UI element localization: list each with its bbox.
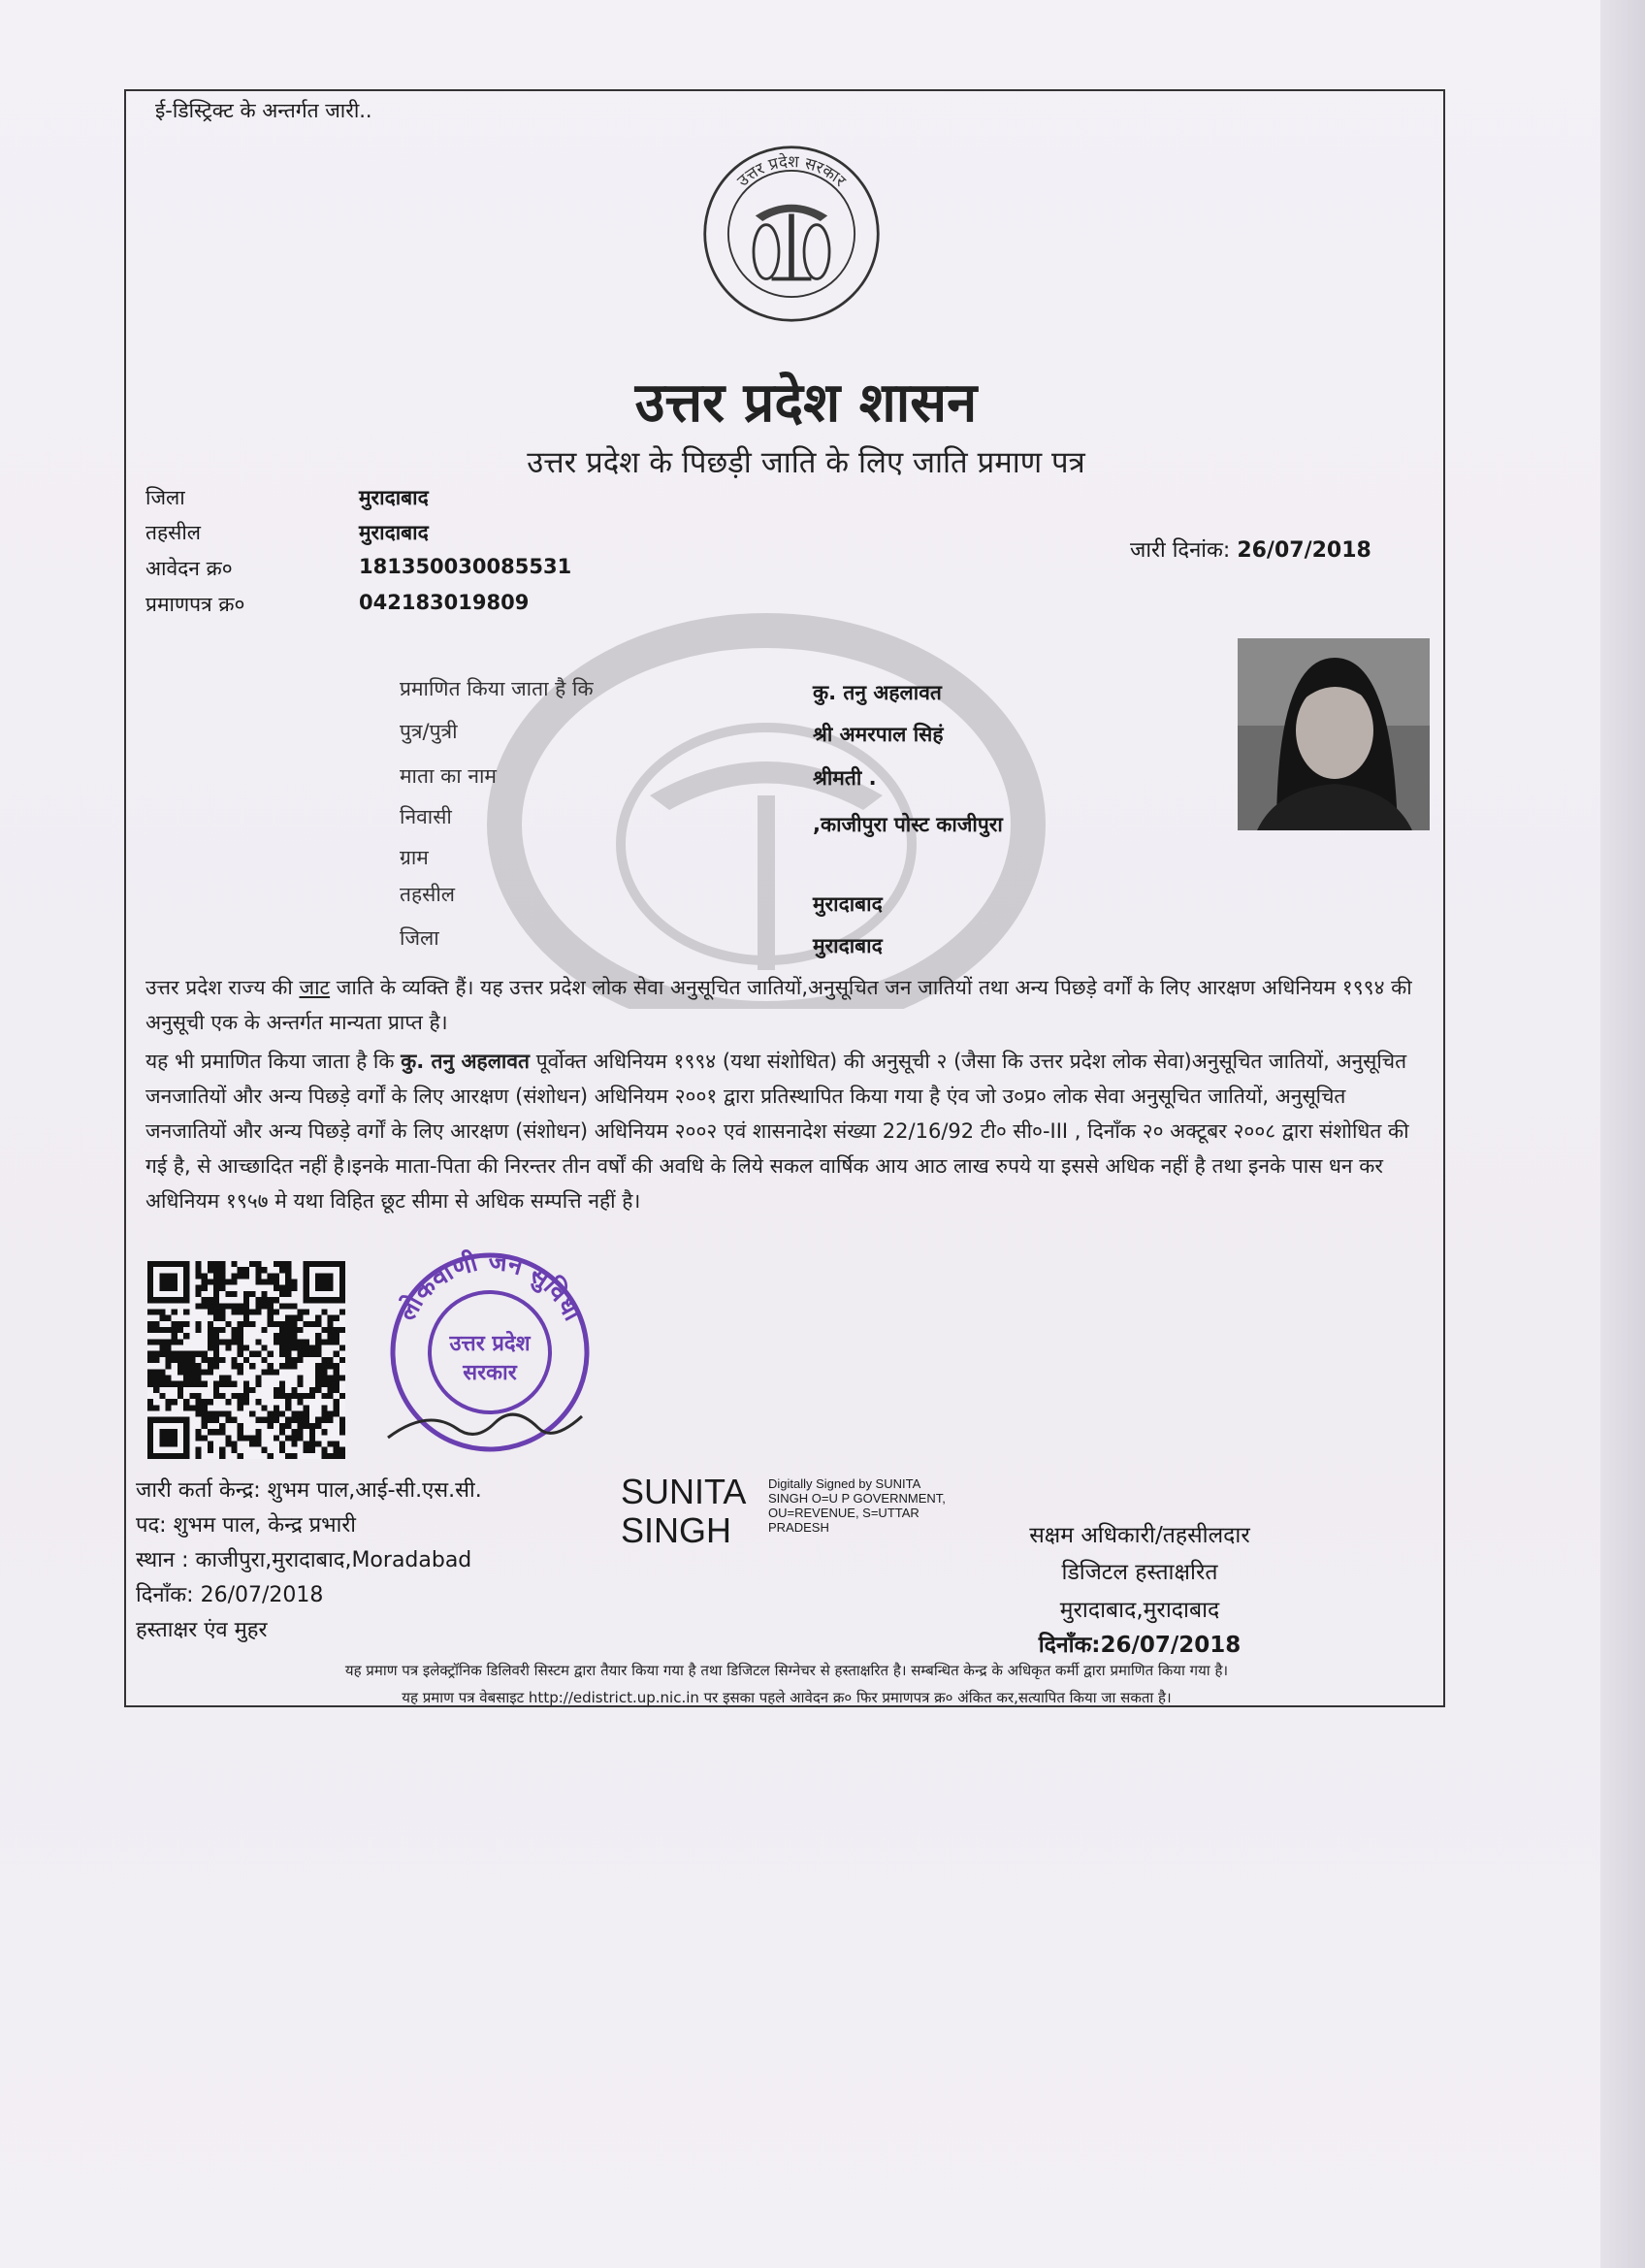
field-value-resident: ,काजीपुरा पोस्ट काजीपुरा [813,813,1003,836]
page-edge [1600,0,1645,2268]
official-stamp [369,1244,611,1467]
issued-under-text: ई-डिस्ट्रिक्ट के अन्तर्गत जारी.. [155,99,372,122]
officer-signed: डिजिटल हस्ताक्षरित [1061,1560,1218,1585]
footer-note-1: यह प्रमाण पत्र इलेक्ट्रॉनिक डिलिवरी सिस्टम द्वारा तैयार किया गया है तथा डिजिटल सिग्नेचर से हस्ताक्षरित है। सम्बन्धित केन्द्र के अधिकृत कर्मी द्वारा प्रमाणित किया गया है। [344,1662,1229,1679]
digital-signature-name: SUNITA SINGH [621,1472,747,1550]
issuer-centre: जारी कर्ता केन्द्र: शुभम पाल,आई-सी.एस.सी. [136,1478,482,1503]
state-emblem-icon [701,144,882,324]
field-value-tehsil: मुरादाबाद [813,892,883,916]
qr-code [147,1261,345,1459]
officer-date: दिनाँक:26/07/2018 [1038,1633,1242,1658]
stamp-ring-text: लोकवाणी जन सुविधा [392,1247,588,1326]
meta-label-tehsil: तहसील [145,521,201,544]
svg-text:लोकवाणी जन सुविधा [391,1247,587,1326]
field-value-district: मुरादाबाद [813,934,883,957]
issuer-date: दिनाँक: 26/07/2018 [136,1583,324,1607]
field-label-district: जिला [400,926,439,950]
field-label-tehsil: तहसील [400,883,455,906]
issue-date-value: 26/07/2018 [1237,538,1371,563]
body-paragraph-caste: उत्तर प्रदेश राज्य की जाट जाति के व्यक्ति हैं। यह उत्तर प्रदेश लोक सेवा अनुसूचित जातियों,अनुसूचित जन जातियों तथा अन्य पिछड़े वर्गों के लिए आरक्षण अधिनियम १९९४ की अनुसूची एक के अन्तर्गत मान्यता प्राप्त है। [145,976,1412,1034]
meta-value-application-no: 181350030085531 [359,555,572,578]
field-label-certified: प्रमाणित किया जाता है कि [400,677,594,700]
issuer-post: पद: शुभम पाल, केन्द्र प्रभारी [136,1513,357,1538]
field-label-son-daughter: पुत्र/पुत्री [400,720,458,743]
footer-note-2: यह प्रमाण पत्र वेबसाइट http://edistrict.up.nic.in पर इसका पहले आवेदन क्र० फिर प्रमाणपत्र क्र० अंकित कर,सत्यापित किया जा सकता है। [402,1689,1172,1706]
field-value-mother: श्रीमती . [813,766,877,790]
certificate-subtitle: उत्तर प्रदेश के पिछड़ी जाति के लिए जाति प्रमाण पत्र [527,445,1085,480]
field-value-father: श्री अमरपाल सिहं [813,723,944,746]
field-label-village: ग्राम [400,846,429,869]
issuer-sign-label: हस्ताक्षर एंव मुहर [136,1618,268,1642]
stamp-center-line2: सरकार [463,1361,517,1385]
caste-name: जाट [299,976,331,999]
meta-value-district: मुरादाबाद [359,486,429,509]
officer-place: मुरादाबाद,मुरादाबाद [1059,1598,1220,1623]
issuer-place: स्थान : काजीपुरा,मुरादाबाद,Moradabad [136,1548,472,1572]
field-label-resident: निवासी [400,805,452,828]
meta-value-tehsil: मुरादाबाद [359,521,429,544]
meta-value-certificate-no: 042183019809 [359,591,530,614]
officer-title: सक्षम अधिकारी/तहसीलदार [1029,1523,1250,1548]
applicant-photo [1238,638,1430,830]
body-applicant-name: कु. तनु अहलावत [401,1050,531,1073]
meta-label-certificate-no: प्रमाणपत्र क्र० [145,593,245,616]
stamp-center-line1: उत्तर प्रदेश [449,1332,531,1356]
page-title: उत्तर प्रदेश शासन [634,371,978,435]
body-paragraph-certification: यह भी प्रमाणित किया जाता है कि कु. तनु अहलावत पूर्वोक्त अधिनियम १९९४ (यथा संशोधित) की अनुसूची २ (जैसा कि उत्तर प्रदेश लोक सेवा)अनुसूचित जातियों, अनुसूचित जनजातियों और अन्य पिछड़े वर्गों के लिए आरक्षण (संशोधन) अधिनियम २००१ द्वारा प्रतिस्थापित किया गया है एंव जो उ०प्र० लोक सेवा अनुसूचित जातियों, अनुसूचित जनजातियों और अन्य पिछड़े वर्गों के लिए आरक्षण (संशोधन) अधिनियम २००२ एवं शासनादेश संख्या 22/16/92 टी० सी०-III , दिनाँक २० अक्टूबर २००८ द्वारा संशोधित की गई है, से आच्छादित नहीं है।इनके माता-पिता की निरन्तर तीन वर्षों की अवधि के लिये सकल वार्षिक आय आठ लाख रुपये या इससे अधिक नहीं है तथा इनके पास धन कर अधिनियम १९५७ मे यथा विहित छूट सीमा से अधिक सम्पत्ति नहीं है। [145,1050,1409,1213]
issue-date [1130,535,1371,564]
emblem-watermark-icon [485,601,1048,1009]
field-value-name: कु. तनु अहलावत [813,681,942,704]
digital-signature-details: Digitally Signed by SUNITA SINGH O=U P GOVERNMENT, OU=REVENUE, S=UTTAR PRADESH [768,1476,946,1535]
issue-date-label: जारी दिनांक: [1130,538,1231,563]
field-label-mother: माता का नाम [400,764,497,788]
emblem-text: उत्तर प्रदेश सरकार [732,151,851,191]
meta-label-district: जिला [145,486,185,509]
meta-label-application-no: आवेदन क्र० [145,557,233,580]
